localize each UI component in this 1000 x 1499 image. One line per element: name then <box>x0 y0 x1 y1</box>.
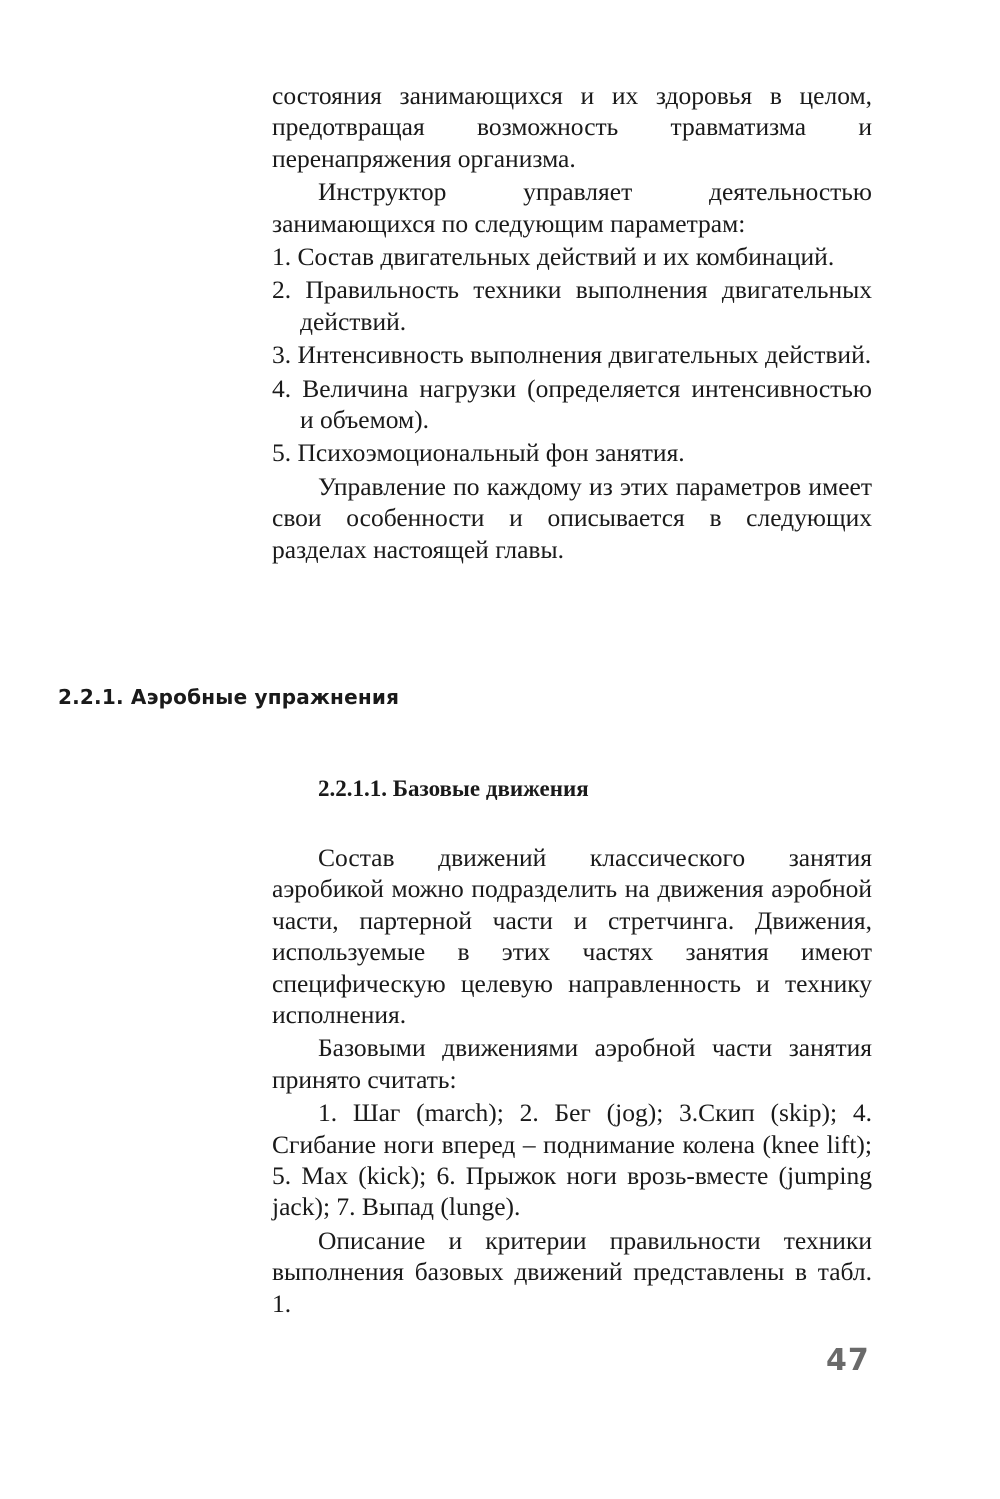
paragraph-continuation: состояния занимающихся и их здоровья в целом, предотвращая возможность травматизма и перенапряжения организма. <box>272 81 872 173</box>
paragraph-parameters-intro: Инструктор управляет деятельностью занимающихся по следующим параметрам: <box>272 177 872 238</box>
list-item: 2. Правильность техники выполнения двигательных действий. <box>272 275 872 336</box>
paragraph-table-reference: Описание и критерии правильности техники выполнения базовых движений представлены в табл. 1. <box>272 1225 872 1318</box>
paragraph-basic-moves-intro: Базовыми движениями аэробной части занятия принято считать: <box>272 1033 872 1094</box>
parameters-list <box>272 241 872 469</box>
paragraph-basic-moves-list: 1. Шаг (march); 2. Бег (jog); 3.Скип (skip); 4. Сгибание ноги вперед – поднимание колена (knee lift); 5. Мах (kick); 6. Прыжок ноги врозь-вместе (jumping jack); 7. Выпад (lunge). <box>272 1098 872 1222</box>
subsection-heading: 2.2.1.1. Базовые движения <box>318 776 589 801</box>
list-item: 3. Интенсивность выполнения двигательных действий. <box>272 340 872 370</box>
section-heading: 2.2.1. Аэробные упражнения <box>58 685 400 709</box>
paragraph-composition: Состав движений классического занятия аэробикой можно подразделить на движения аэробной части, партерной части и стретчинга. Движения, используемые в этих частях занятия имеют специфическую целевую направленность и технику исполнения. <box>272 843 872 1030</box>
page-number: 47 <box>826 1343 870 1378</box>
paragraph-management: Управление по каждому из этих параметров имеет свои особенности и описывается в следующих разделах настоящей главы. <box>272 471 872 564</box>
list-item: 5. Психоэмоциональный фон занятия. <box>272 438 685 468</box>
top-text-block <box>272 80 872 567</box>
list-item: 1. Состав двигательных действий и их комбинаций. <box>272 242 835 272</box>
list-item: 4. Величина нагрузки (определяется интенсивностью и объемом). <box>272 373 872 435</box>
bottom-text-block <box>272 842 872 1321</box>
